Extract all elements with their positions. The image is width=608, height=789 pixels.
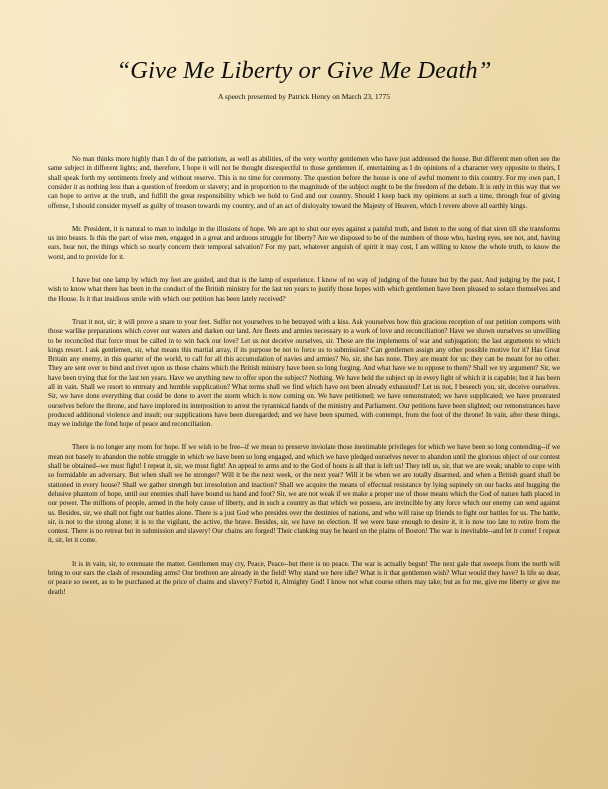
speech-paragraph-5: There is no longer any room for hope. If we wish to be free--if we mean to preserve inviolate those inestimable privileges for which we have been so long contending--if we mean not basely to abandon the noble struggle in which we have been so long engaged, and which we have pledged ourselves never to abandon until the glorious object of our contest shall be obtained--we must fight! I repeat it, sir, we must fight! An appeal to arms and to the God of hosts is all that is left us! They tell us, sir, that we are weak; unable to cope with so formidable an adversary. But when shall we be stronger? Will it be the next week, or the next year? Will it be when we are totally disarmed, and when a British guard shall be stationed in every house? Shall we gather strength but irresolution and inaction? Shall we acquire the means of effectual resistance by lying supinely on our backs and hugging the delusive phantom of hope, until our enemies shall have bound us hand and foot? Sir, we are not weak if we make a proper use of those means which the God of nature hath placed in our power. The millions of people, armed in the holy cause of liberty, and in such a country as that which we possess, are invincible by any force which our enemy can send against us. Besides, sir, we shall not fight our battles alone. There is a just God who presides over the destinies of nations, and who will raise up friends to fight our battles for us. The battle, sir, is not to the strong alone; it is to the vigilant, the active, the brave. Besides, sir, we have no election. If we were base enough to desire it, it is now too late to retire from the contest. There is no retreat but in submission and slavery! Our chains are forged! Their clanking may be heard on the plains of Boston! The war is inevitable--and let it come! I repeat it, sir, let it come. [48,443,560,545]
document-title: “Give Me Liberty or Give Me Death” [116,57,492,84]
speech-paragraph-6: It is in vain, sir, to extenuate the matter. Gentlemen may cry, Peace, Peace--but there is no peace. The war is actually begun! The next gale that sweeps from the north will bring to our ears the clash of resounding arms! Our brethren are already in the field! Why stand we here idle? What is it that gentlemen wish? What would they have? Is life so dear, or peace so sweet, as to be purchased at the price of chains and slavery? Forbid it, Almighty God! I know not what course others may take; but as for me, give me liberty or give me death! [48,559,560,596]
speech-paragraph-2: Mr. President, it is natural to man to indulge in the illusions of hope. We are apt to shut our eyes against a painful truth, and listen to the song of that siren till she transforms us into beasts. Is this the part of wise men, engaged in a great and arduous struggle for liberty? Are we disposed to be of the numbers of those who, having eyes, see not, and, having ears, hear not, the things which so nearly concern their temporal salvation? For my part, whatever anguish of spirit it may cost, I am willing to know the whole truth, to know the worst, and to provide for it. [48,224,560,261]
speech-paragraph-3: I have but one lamp by which my feet are guided, and that is the lamp of experience. I know of no way of judging of the future but by the past. And judging by the past, I wish to know what there has been in the conduct of the British ministry for the last ten years to justify those hopes with which gentlemen have been pleased to solace themselves and the House. Is it that insidious smile with which our petition has been lately received? [48,276,560,303]
speech-paragraph-4: Trust it not, sir; it will prove a snare to your feet. Suffer not yourselves to be betrayed with a kiss. Ask yourselves how this gracious reception of our petition comports with those warlike preparations which cover our waters and darken our land. Are fleets and armies necessary to a work of love and reconciliation? Have we shown ourselves so unwilling to be reconciled that force must be called in to win back our love? Let us not deceive ourselves, sir. These are the implements of war and subjugation; the last arguments to which kings resort. I ask gentlemen, sir, what means this martial array, if its purpose be not to force us to submission? Can gentlemen assign any other possible motive for it? Has Great Britain any enemy, in this quarter of the world, to call for all this accumulation of navies and armies? No, sir, she has none. They are meant for us: they can be meant for no other. They are sent over to bind and rivet upon us those chains which the British ministry have been so long forging. And what have we to oppose to them? Shall we try argument? Sir, we have been trying that for the last ten years. Have we anything new to offer upon the subject? Nothing. We have held the subject up in every light of which it is capable; but it has been all in vain. Shall we resort to entreaty and humble supplication? What terms shall we find which have not been already exhausted? Let us not, I beseech you, sir, deceive ourselves. Sir, we have done everything that could be done to avert the storm which is now coming on. We have petitioned; we have remonstrated; we have supplicated; we have prostrated ourselves before the throne, and have implored its interposition to arrest the tyrannical hands of the ministry and Parliament. Our petitions have been slighted; our remonstrances have produced additional violence and insult; our supplications have been disregarded; and we have been spurned, with contempt, from the foot of the throne! In vain, after these things, may we indulge the fond hope of peace and reconciliation. [48,317,560,429]
speech-body [48,155,560,597]
speech-paragraph-1: No man thinks more highly than I do of the patriotism, as well as abilities, of the very worthy gentlemen who have just addressed the house. But different men often see the same subject in different lights; and, therefore, I hope it will not be thought disrespectful to those gentlemen if, entertaining as I do opinions of a character very opposite to theirs, I shall speak forth my sentiments freely and without reserve. This is no time for ceremony. The question before the house is one of awful moment to this country. For my own part, I consider it as nothing less than a question of freedom or slavery; and in proportion to the magnitude of the subject ought to be the freedom of the debate. It is only in this way that we can hope to arrive at the truth, and fulfill the great responsibility which we hold to God and our country. Should I keep back my opinions at such a time, through fear of giving offense, I should consider myself as guilty of treason towards my country, and of an act of disloyalty toward the Majesty of Heaven, which I revere above all earthly kings. [48,155,560,210]
document-subtitle: A speech presented by Patrick Henry on March 23, 1775 [217,91,391,101]
